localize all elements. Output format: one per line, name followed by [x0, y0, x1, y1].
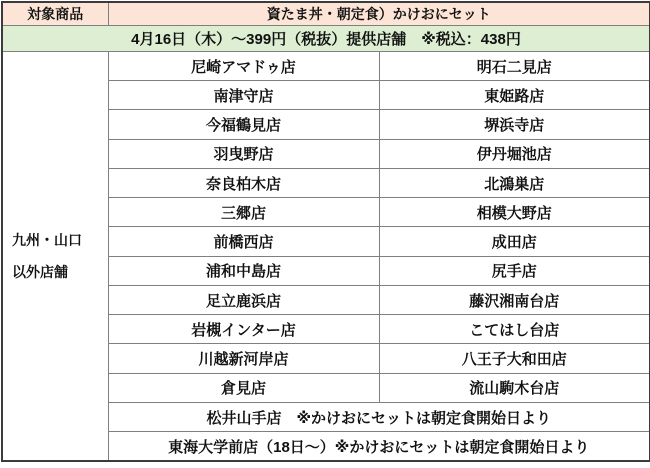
store-cell: 浦和中島店: [108, 256, 379, 285]
store-cell: 今福鶴見店: [108, 110, 379, 139]
store-cell: 足立鹿浜店: [108, 285, 379, 314]
store-rows-body: [2, 51, 650, 461]
store-cell: 北鴻巣店: [379, 168, 650, 197]
store-cell: 岩槻インター店: [108, 315, 379, 344]
store-cell: 南津守店: [108, 81, 379, 110]
store-cell: 明石二見店: [379, 51, 650, 80]
store-cell: 堺浜寺店: [379, 110, 650, 139]
header-target-label: 対象商品: [2, 2, 108, 25]
store-cell: 羽曳野店: [108, 139, 379, 168]
store-availability-table: [1, 1, 650, 462]
store-cell: 奈良柏木店: [108, 168, 379, 197]
store-cell-note: 東海大学前店（18日～）※かけおにセットは朝定食開始日より: [108, 432, 650, 461]
region-label-line2: 以外店舗: [12, 263, 68, 280]
store-cell: 倉見店: [108, 373, 379, 402]
store-cell: 流山駒木台店: [379, 373, 650, 402]
subheader-row: [2, 25, 650, 51]
header-row: [2, 2, 650, 25]
store-cell-note: 松井山手店 ※かけおにセットは朝定食開始日より: [108, 402, 650, 431]
store-cell: 伊丹堀池店: [379, 139, 650, 168]
store-cell: 尻手店: [379, 256, 650, 285]
region-label: [2, 51, 108, 461]
store-cell: 前橋西店: [108, 227, 379, 256]
header-product-name: 資たま丼・朝定食）かけおにセット: [108, 2, 650, 25]
store-cell: 東姫路店: [379, 81, 650, 110]
store-cell: 藤沢湘南台店: [379, 285, 650, 314]
store-cell: こてはし台店: [379, 315, 650, 344]
store-cell: 川越新河岸店: [108, 344, 379, 373]
subheader-offer-info: 4月16日（木）～399円（税抜）提供店舗 ※税込：438円: [2, 25, 650, 51]
store-cell: 相模大野店: [379, 198, 650, 227]
store-cell: 尼崎アマドゥ店: [108, 51, 379, 80]
store-cell: 成田店: [379, 227, 650, 256]
store-cell: 八王子大和田店: [379, 344, 650, 373]
store-cell: 三郷店: [108, 198, 379, 227]
region-label-line1: 九州・山口: [12, 231, 82, 248]
store-row: [2, 51, 650, 80]
